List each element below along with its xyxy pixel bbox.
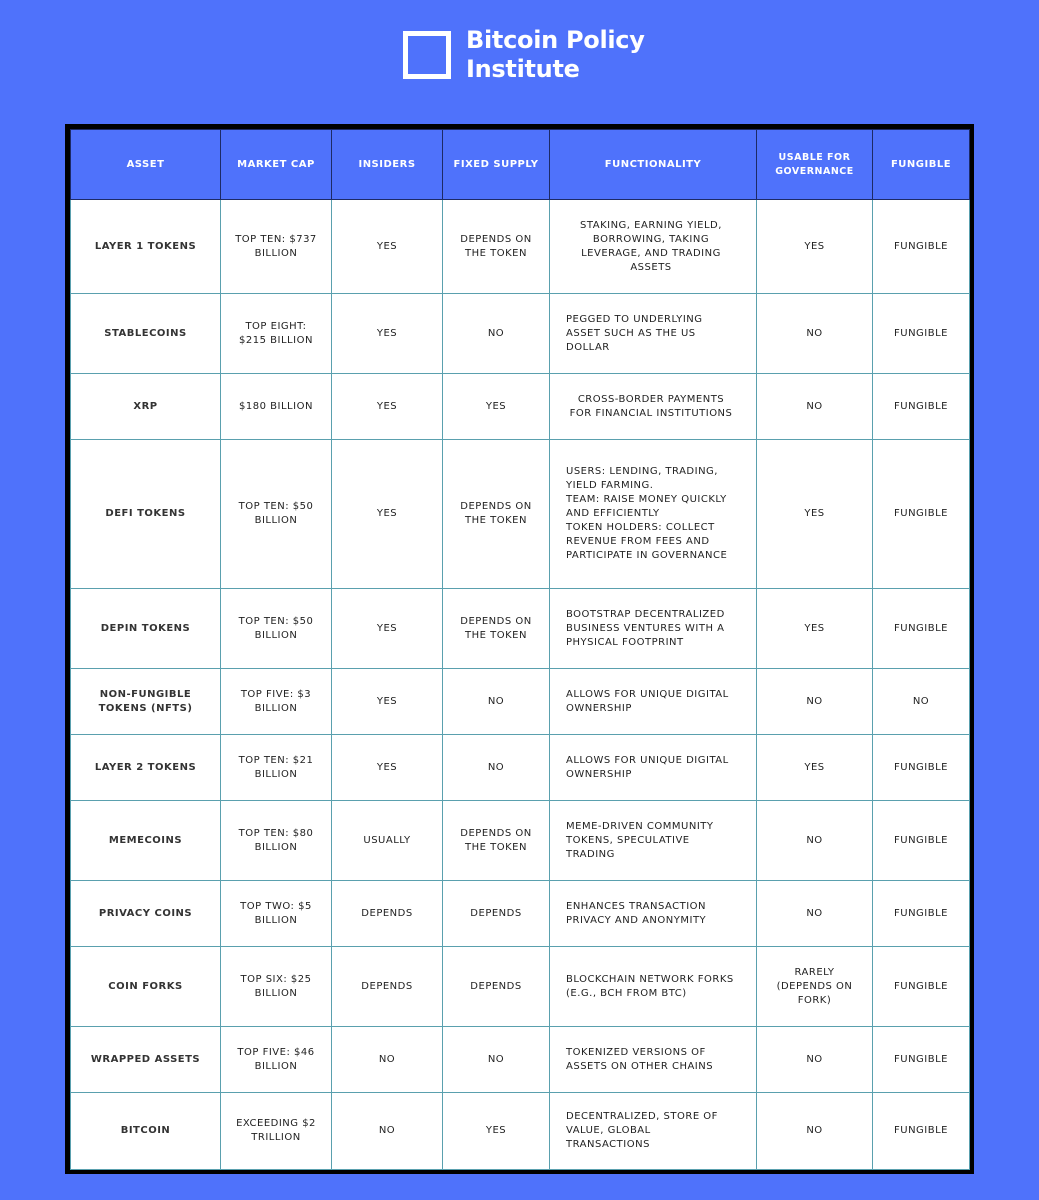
asset-cell: XRP (71, 374, 221, 440)
table-row (71, 374, 970, 440)
asset-cell: NON-FUNGIBLE TOKENS (NFTS) (71, 669, 221, 735)
fungible-cell: FUNGIBLE (873, 801, 970, 881)
governance-cell: NO (757, 801, 873, 881)
logo-square-icon (403, 31, 451, 79)
governance-cell: YES (757, 440, 873, 589)
insiders-cell: YES (332, 589, 443, 669)
comparison-table-frame (65, 124, 974, 1174)
governance-cell: NO (757, 1093, 873, 1170)
insiders-cell: YES (332, 294, 443, 374)
brand-line-2: Institute (466, 55, 580, 83)
table-row (71, 881, 970, 947)
functionality-cell: MEME-DRIVEN COMMUNITY TOKENS, SPECULATIVE TRADING (550, 801, 757, 881)
market-cap-cell: TOP SIX: $25 BILLION (221, 947, 332, 1027)
column-header-insiders: INSIDERS (332, 130, 443, 200)
asset-cell: WRAPPED ASSETS (71, 1027, 221, 1093)
table-row (71, 1027, 970, 1093)
market-cap-cell: TOP FIVE: $3 BILLION (221, 669, 332, 735)
insiders-cell: YES (332, 669, 443, 735)
functionality-cell: TOKENIZED VERSIONS OF ASSETS ON OTHER CHAINS (550, 1027, 757, 1093)
governance-cell: RARELY (DEPENDS ON FORK) (757, 947, 873, 1027)
functionality-cell: ALLOWS FOR UNIQUE DIGITAL OWNERSHIP (550, 735, 757, 801)
table-row (71, 947, 970, 1027)
fungible-cell: FUNGIBLE (873, 200, 970, 294)
governance-cell: NO (757, 1027, 873, 1093)
functionality-cell (550, 440, 757, 589)
fungible-cell: FUNGIBLE (873, 947, 970, 1027)
fixed-supply-cell: NO (443, 669, 550, 735)
functionality-cell: BOOTSTRAP DECENTRALIZED BUSINESS VENTURES WITH A PHYSICAL FOOTPRINT (550, 589, 757, 669)
column-header-governance: USABLE FOR GOVERNANCE (757, 130, 873, 200)
functionality-line: TOKEN HOLDERS: COLLECT REVENUE FROM FEES AND PARTICIPATE IN GOVERNANCE (566, 522, 728, 561)
market-cap-cell: $180 BILLION (221, 374, 332, 440)
fungible-cell: FUNGIBLE (873, 1093, 970, 1170)
market-cap-cell: TOP TEN: $21 BILLION (221, 735, 332, 801)
governance-cell: NO (757, 881, 873, 947)
table-row (71, 735, 970, 801)
table-row (71, 440, 970, 589)
asset-cell: DEFI TOKENS (71, 440, 221, 589)
asset-cell: STABLECOINS (71, 294, 221, 374)
table-row (71, 801, 970, 881)
fixed-supply-cell: NO (443, 294, 550, 374)
table-header-row (71, 130, 970, 200)
asset-cell: BITCOIN (71, 1093, 221, 1170)
market-cap-cell: TOP TWO: $5 BILLION (221, 881, 332, 947)
governance-cell: NO (757, 294, 873, 374)
header (403, 26, 645, 84)
asset-cell: MEMECOINS (71, 801, 221, 881)
functionality-cell: PEGGED TO UNDERLYING ASSET SUCH AS THE US DOLLAR (550, 294, 757, 374)
fungible-cell: FUNGIBLE (873, 1027, 970, 1093)
market-cap-cell: TOP TEN: $50 BILLION (221, 440, 332, 589)
fungible-cell: FUNGIBLE (873, 735, 970, 801)
fungible-cell: NO (873, 669, 970, 735)
governance-cell: YES (757, 735, 873, 801)
fixed-supply-cell: DEPENDS (443, 947, 550, 1027)
insiders-cell: YES (332, 440, 443, 589)
fungible-cell: FUNGIBLE (873, 440, 970, 589)
insiders-cell: YES (332, 374, 443, 440)
fixed-supply-cell: NO (443, 1027, 550, 1093)
table-row (71, 200, 970, 294)
fixed-supply-cell: YES (443, 1093, 550, 1170)
table-row (71, 294, 970, 374)
asset-cell: LAYER 2 TOKENS (71, 735, 221, 801)
fungible-cell: FUNGIBLE (873, 881, 970, 947)
table-row (71, 1093, 970, 1170)
fungible-cell: FUNGIBLE (873, 589, 970, 669)
insiders-cell: NO (332, 1027, 443, 1093)
column-header-asset: ASSET (71, 130, 221, 200)
insiders-cell: YES (332, 735, 443, 801)
asset-cell: PRIVACY COINS (71, 881, 221, 947)
brand-name (466, 26, 645, 84)
fixed-supply-cell: DEPENDS ON THE TOKEN (443, 801, 550, 881)
functionality-cell: ALLOWS FOR UNIQUE DIGITAL OWNERSHIP (550, 669, 757, 735)
asset-cell: DEPIN TOKENS (71, 589, 221, 669)
column-header-market-cap: MARKET CAP (221, 130, 332, 200)
governance-cell: YES (757, 589, 873, 669)
insiders-cell: USUALLY (332, 801, 443, 881)
functionality-cell: DECENTRALIZED, STORE OF VALUE, GLOBAL TRANSACTIONS (550, 1093, 757, 1170)
column-header-fungible: FUNGIBLE (873, 130, 970, 200)
insiders-cell: YES (332, 200, 443, 294)
functionality-line: USERS: LENDING, TRADING, YIELD FARMING. (566, 466, 718, 491)
market-cap-cell: TOP EIGHT: $215 BILLION (221, 294, 332, 374)
fixed-supply-cell: DEPENDS ON THE TOKEN (443, 589, 550, 669)
functionality-line: TEAM: RAISE MONEY QUICKLY AND EFFICIENTLY (566, 494, 727, 519)
market-cap-cell: EXCEEDING $2 TRILLION (221, 1093, 332, 1170)
market-cap-cell: TOP TEN: $737 BILLION (221, 200, 332, 294)
governance-cell: NO (757, 374, 873, 440)
governance-cell: NO (757, 669, 873, 735)
market-cap-cell: TOP TEN: $80 BILLION (221, 801, 332, 881)
insiders-cell: NO (332, 1093, 443, 1170)
fungible-cell: FUNGIBLE (873, 374, 970, 440)
column-header-functionality: FUNCTIONALITY (550, 130, 757, 200)
table-row (71, 669, 970, 735)
market-cap-cell: TOP TEN: $50 BILLION (221, 589, 332, 669)
functionality-cell: ENHANCES TRANSACTION PRIVACY AND ANONYMITY (550, 881, 757, 947)
functionality-cell: CROSS-BORDER PAYMENTS FOR FINANCIAL INSTITUTIONS (550, 374, 757, 440)
column-header-fixed-supply: FIXED SUPPLY (443, 130, 550, 200)
fixed-supply-cell: DEPENDS ON THE TOKEN (443, 200, 550, 294)
insiders-cell: DEPENDS (332, 947, 443, 1027)
fixed-supply-cell: DEPENDS ON THE TOKEN (443, 440, 550, 589)
asset-cell: COIN FORKS (71, 947, 221, 1027)
fungible-cell: FUNGIBLE (873, 294, 970, 374)
fixed-supply-cell: YES (443, 374, 550, 440)
governance-cell: YES (757, 200, 873, 294)
insiders-cell: DEPENDS (332, 881, 443, 947)
market-cap-cell: TOP FIVE: $46 BILLION (221, 1027, 332, 1093)
functionality-cell: BLOCKCHAIN NETWORK FORKS (E.G., BCH FROM BTC) (550, 947, 757, 1027)
table-row (71, 589, 970, 669)
fixed-supply-cell: DEPENDS (443, 881, 550, 947)
asset-comparison-table (70, 129, 970, 1170)
brand-line-1: Bitcoin Policy (466, 26, 645, 54)
fixed-supply-cell: NO (443, 735, 550, 801)
functionality-cell: STAKING, EARNING YIELD, BORROWING, TAKING LEVERAGE, AND TRADING ASSETS (550, 200, 757, 294)
asset-cell: LAYER 1 TOKENS (71, 200, 221, 294)
